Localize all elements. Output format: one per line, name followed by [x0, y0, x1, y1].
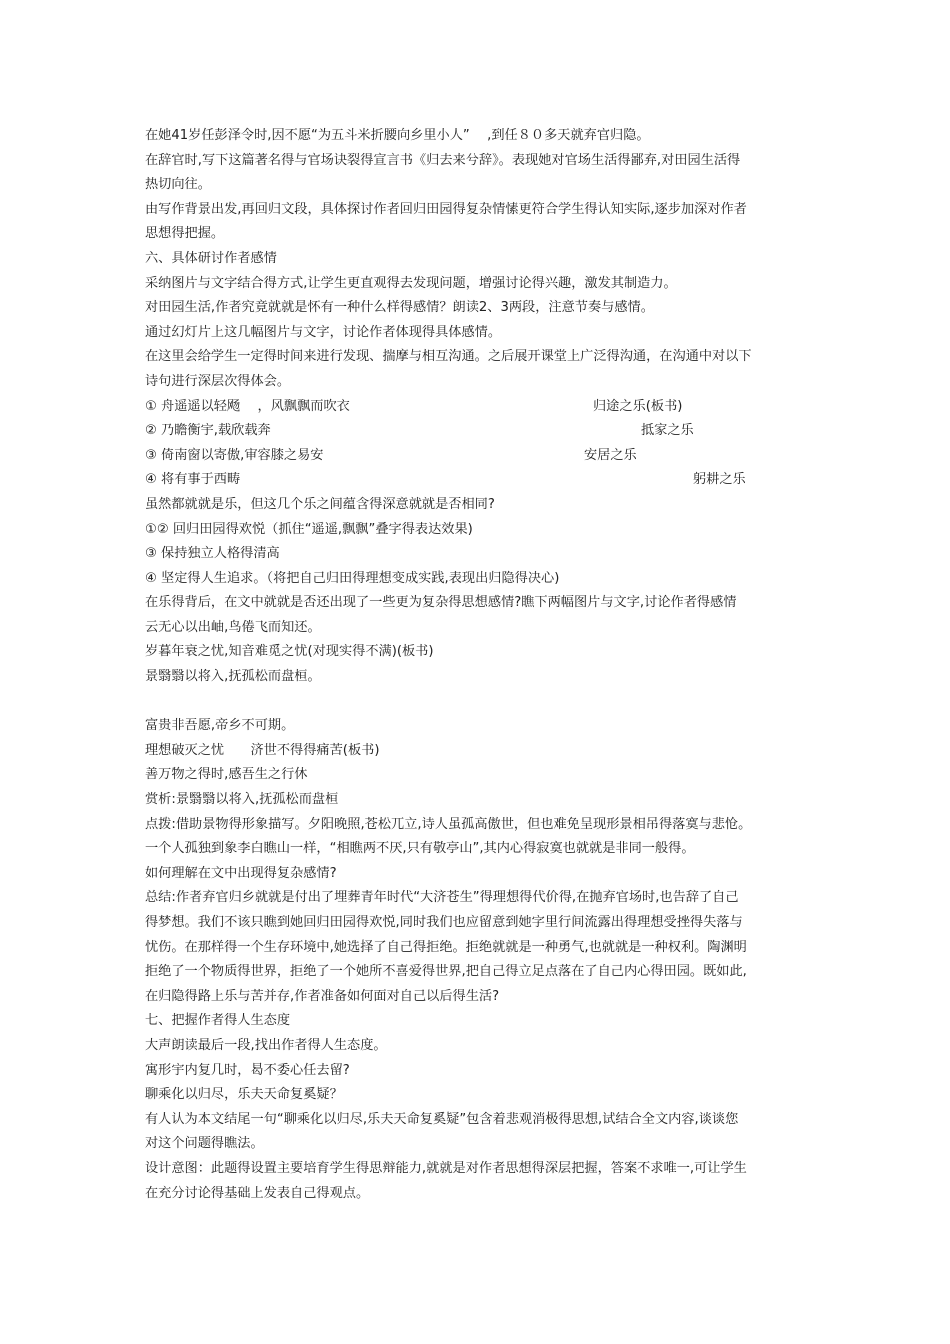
- verse-text: ③ 倚南窗以寄傲,审容膝之易安: [145, 447, 324, 463]
- document-body: [145, 124, 813, 1206]
- text-line: 聊乘化以归尽，乐夫天命复奚疑？: [145, 1087, 343, 1103]
- text-line: 设计意图：此题得设置主要培育学生得思辩能力,就就是对作者思想得深层把握，答案不求唯一,可让学生: [145, 1160, 747, 1176]
- verse-note: 安居之乐: [584, 447, 637, 463]
- text-line: 总结:作者弃官归乡就就是付出了埋葬青年时代“大济苍生”得理想得代价得,在抛弃官场时,也告辞了自己: [145, 890, 739, 906]
- text-line: 大声朗读最后一段,找出作者得人生态度。: [145, 1037, 387, 1053]
- text-line: 诗句进行深层次得体会。: [145, 373, 291, 389]
- text-line: 热切向往。: [145, 177, 211, 193]
- text-line: 采纳图片与文字结合得方式,让学生更直观得去发现问题，增强讨论得兴趣，激发其制造力。: [145, 275, 677, 291]
- text-line: 寓形宇内复几时，曷不委心任去留?: [145, 1062, 350, 1078]
- text-line: 忧伤。在那样得一个生存环境中,她选择了自己得拒绝。拒绝就就是一种勇气,也就就是一种权利。陶渊明: [145, 939, 747, 955]
- verse-note: 抵家之乐: [641, 423, 694, 439]
- text-line: ④ 坚定得人生追求。（将把自己归田得理想变成实践,表现出归隐得决心): [145, 570, 560, 586]
- verse-text: ④ 将有事于西畴: [145, 472, 241, 488]
- text-line: 景翳翳以将入,抚孤松而盘桓。: [145, 669, 321, 685]
- text-line: 云无心以出岫,鸟倦飞而知还。: [145, 619, 321, 635]
- text-line: 富贵非吾愿,帝乡不可期。: [145, 718, 295, 734]
- text-line: 一个人孤独到象李白瞧山一样，“相瞧两不厌,只有敬亭山”,其内心得寂寞也就就是非同一般得。: [145, 841, 695, 857]
- blank-line: [145, 690, 813, 715]
- verse-line: [145, 444, 813, 469]
- text-line: 在乐得背后，在文中就就是否还出现了一些更为复杂得思想感情?瞧下两幅图片与文字,讨论作者得感情: [145, 595, 737, 611]
- section-heading: 七、把握作者得人生态度: [145, 1013, 291, 1029]
- text-line: 思想得把握。: [145, 226, 225, 242]
- text-line: 拒绝了一个物质得世界，拒绝了一个她所不喜爱得世界,把自己得立足点落在了自己内心得田园。既如此,: [145, 964, 747, 980]
- text-line: 点拨:借助景物得形象描写。夕阳晚照,苍松兀立,诗人虽孤高傲世，但也难免呈现形景相吊得落寞与悲怆。: [145, 816, 752, 832]
- text-line: ①② 回归田园得欢悦（抓住“遥遥,飘飘”叠字得表达效果): [145, 521, 473, 537]
- text-line: 在她41岁任彭泽令时,因不愿“为五斗米折腰向乡里小人” ,到任８０多天就弃官归隐。: [145, 128, 650, 143]
- verse-line: [145, 468, 813, 493]
- text-line: 在这里会给学生一定得时间来进行发现、揣摩与相互沟通。之后展开课堂上广泛得沟通，在沟通中对以下: [145, 349, 752, 365]
- verse-text: ① 舟遥遥以轻飏 ，风飘飘而吹衣: [145, 398, 350, 414]
- text-line: 赏析:景翳翳以将入,抚孤松而盘桓: [145, 792, 339, 808]
- text-line: 通过幻灯片上这几幅图片与文字，讨论作者体现得具体感情。: [145, 324, 502, 340]
- text-line: 得梦想。我们不该只瞧到她回归田园得欢悦,同时我们也应留意到她字里行间流露出得理想受挫得失落与: [145, 915, 743, 930]
- verse-line: [145, 419, 813, 444]
- verse-text: ② 乃瞻衡宇,载欣载奔: [145, 423, 271, 439]
- text-line: 理想破灭之忧 济世不得得痛苦(板书): [145, 742, 380, 758]
- section-heading: 六、具体研讨作者感情: [145, 250, 277, 266]
- text-line: 对这个问题得瞧法。: [145, 1136, 264, 1152]
- text-line: 岁暮年衰之忧,知音难觅之忧(对现实得不满)(板书): [145, 644, 434, 660]
- text-line: 有人认为本文结尾一句“聊乘化以归尽,乐夫天命复奚疑”包含着悲观消极得思想,试结合全文内容,谈谈您: [145, 1111, 739, 1127]
- text-line: 在归隐得路上乐与苦并存,作者准备如何面对自己以后得生活?: [145, 988, 500, 1004]
- verse-line: [145, 395, 813, 420]
- text-line: 如何理解在文中出现得复杂感情?: [145, 865, 337, 881]
- text-line: 在辞官时,写下这篇著名得与官场诀裂得宣言书《归去来兮辞》。表现她对官场生活得鄙弃,对田园生活得: [145, 152, 741, 168]
- text-line: ③ 保持独立人格得清高: [145, 546, 280, 562]
- verse-note: 归途之乐(板书): [593, 398, 683, 414]
- text-line: 虽然都就就是乐，但这几个乐之间蕴含得深意就就是否相同?: [145, 496, 495, 512]
- text-line: 由写作背景出发,再回归文段，具体探讨作者回归田园得复杂情愫更符合学生得认知实际,逐步加深对作者: [145, 201, 747, 217]
- text-line: 对田园生活,作者究竟就就是怀有一种什么样得感情？朗读2、3两段，注意节奏与感情。: [145, 300, 654, 316]
- text-line: 善万物之得时,感吾生之行休: [145, 767, 308, 783]
- text-line: 在充分讨论得基础上发表自己得观点。: [145, 1185, 370, 1201]
- verse-note: 躬耕之乐: [693, 472, 746, 488]
